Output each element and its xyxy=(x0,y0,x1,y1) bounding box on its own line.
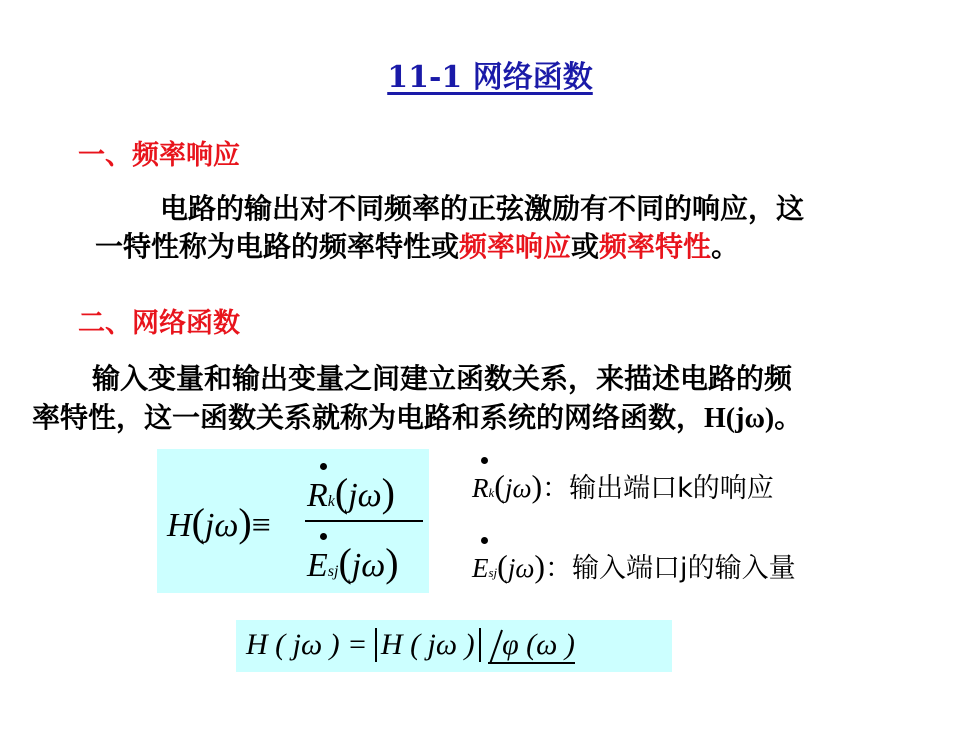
formula-denominator: Esj(jω) xyxy=(307,540,399,585)
paragraph-line: 率特性，这一函数关系就称为电路和系统的网络函数，H(jω)。 xyxy=(32,401,803,434)
section-heading-network-function: 二、网络函数 xyxy=(78,308,240,339)
angle-symbol: φ (ω ) xyxy=(488,628,575,664)
definition-input: Esj(jω)：输入端口j的输入量 xyxy=(472,548,796,584)
phasor-dot xyxy=(481,537,488,544)
paragraph-line: 电路的输出对不同频率的正弦激励有不同的响应，这 xyxy=(160,192,805,225)
section-heading-frequency-response: 一、频率响应 xyxy=(78,140,240,171)
polar-form-formula: H ( jω ) = H ( jω ) φ (ω ) xyxy=(236,620,672,672)
page-title: 11-1 网络函数 xyxy=(387,60,593,95)
formula-numerator: Rk(jω) xyxy=(307,470,395,515)
paragraph-line: 一特性称为电路的频率特性或频率响应或频率特性。 xyxy=(95,230,740,263)
network-function-formula: H(jω)≡ Rk(jω) Esj(jω) xyxy=(157,449,429,593)
fraction-bar xyxy=(305,520,423,522)
highlight-term: 频率响应 xyxy=(459,230,572,263)
phasor-dot xyxy=(481,457,488,464)
magnitude-bars: H ( jω ) xyxy=(375,628,481,662)
highlight-term: 频率特性 xyxy=(599,230,712,263)
definition-response: Rk(jω)：输出端口k的响应 xyxy=(472,468,774,504)
angle-slash-icon xyxy=(488,628,504,664)
paragraph-line: 输入变量和输出变量之间建立函数关系，来描述电路的频 xyxy=(92,362,793,395)
